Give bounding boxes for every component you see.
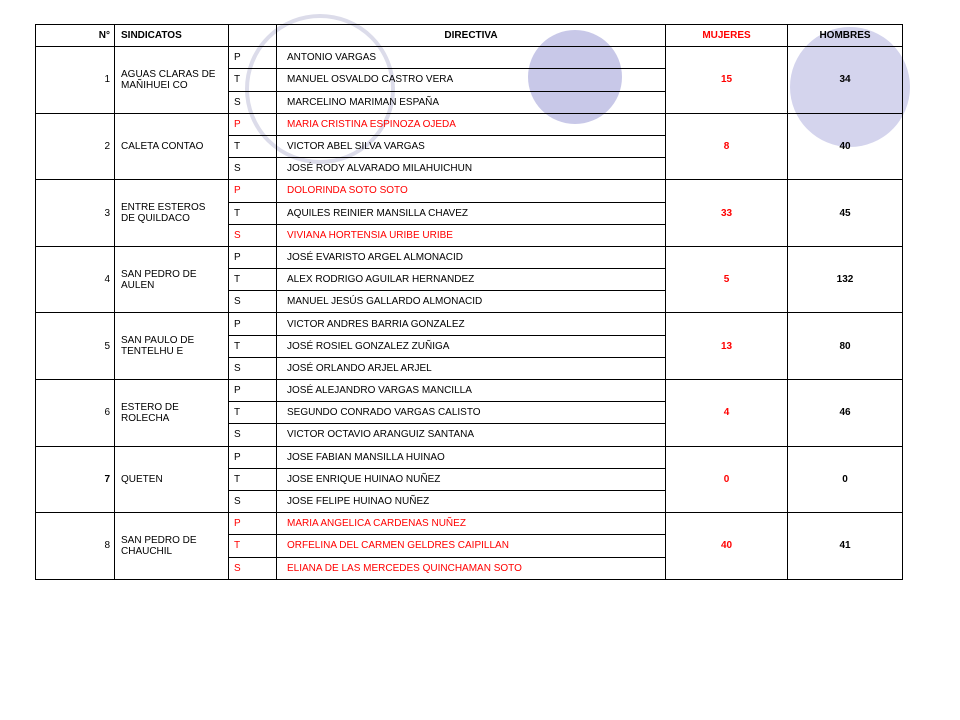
member-role: P: [229, 113, 277, 135]
member-role: P: [229, 47, 277, 69]
member-role: P: [229, 513, 277, 535]
member-name: JOSÉ ORLANDO ARJEL ARJEL: [277, 357, 666, 379]
member-role: T: [229, 535, 277, 557]
member-name: MANUEL JESÚS GALLARDO ALMONACID: [277, 291, 666, 313]
member-name: JOSÉ ROSIEL GONZALEZ ZUÑIGA: [277, 335, 666, 357]
hombres-count: 0: [788, 446, 903, 513]
sindicato-number: 8: [36, 513, 115, 580]
header-hombres: HOMBRES: [788, 25, 903, 47]
table-row: [36, 313, 903, 335]
mujeres-count: 33: [666, 180, 788, 247]
member-role: S: [229, 557, 277, 579]
member-role: T: [229, 269, 277, 291]
member-name: JOSÉ ALEJANDRO VARGAS MANCILLA: [277, 380, 666, 402]
member-role: T: [229, 468, 277, 490]
member-name: ALEX RODRIGO AGUILAR HERNANDEZ: [277, 269, 666, 291]
member-name: ELIANA DE LAS MERCEDES QUINCHAMAN SOTO: [277, 557, 666, 579]
sindicato-name-cell: [115, 113, 229, 180]
sindicato-name: ENTRE ESTEROS DE QUILDACO: [121, 202, 206, 225]
member-role: P: [229, 380, 277, 402]
member-role: S: [229, 490, 277, 512]
sindicato-number: 2: [36, 113, 115, 180]
member-name: VIVIANA HORTENSIA URIBE URIBE: [277, 224, 666, 246]
mujeres-count: 5: [666, 246, 788, 313]
sindicato-name: SAN PAULO DE TENTELHU E: [121, 335, 195, 358]
hombres-count: 34: [788, 47, 903, 114]
sindicato-name-cell: [115, 313, 229, 380]
sindicato-name: AGUAS CLARAS DE MAÑIHUEI CO: [121, 68, 216, 91]
sindicato-name-cell: [115, 47, 229, 114]
member-name: ANTONIO VARGAS: [277, 47, 666, 69]
table-row: [36, 513, 903, 535]
mujeres-count: 13: [666, 313, 788, 380]
member-name: DOLORINDA SOTO SOTO: [277, 180, 666, 202]
sindicato-name: SAN PEDRO DE AULEN: [121, 268, 197, 291]
sindicato-name-cell: [115, 246, 229, 313]
sindicato-name-cell: [115, 180, 229, 247]
member-name: VICTOR ANDRES BARRIA GONZALEZ: [277, 313, 666, 335]
sindicato-number: 5: [36, 313, 115, 380]
member-role: S: [229, 424, 277, 446]
hombres-count: 46: [788, 380, 903, 447]
sindicato-name-cell: [115, 513, 229, 580]
member-name: SEGUNDO CONRADO VARGAS CALISTO: [277, 402, 666, 424]
member-role: T: [229, 335, 277, 357]
member-role: T: [229, 202, 277, 224]
sindicato-name: ESTERO DE ROLECHA: [121, 401, 179, 424]
header-mujeres: MUJERES: [666, 25, 788, 47]
member-name: JOSÉ EVARISTO ARGEL ALMONACID: [277, 246, 666, 268]
table-row: [36, 113, 903, 135]
hombres-count: 40: [788, 113, 903, 180]
member-name: MANUEL OSVALDO CASTRO VERA: [277, 69, 666, 91]
member-name: JOSE FABIAN MANSILLA HUINAO: [277, 446, 666, 468]
member-name: AQUILES REINIER MANSILLA CHAVEZ: [277, 202, 666, 224]
table-body: [36, 47, 903, 580]
member-name: VICTOR ABEL SILVA VARGAS: [277, 135, 666, 157]
mujeres-count: 4: [666, 380, 788, 447]
sindicato-number: 7: [36, 446, 115, 513]
hombres-count: 41: [788, 513, 903, 580]
member-name: JOSÉ RODY ALVARADO MILAHUICHUN: [277, 158, 666, 180]
header-directiva: DIRECTIVA: [277, 25, 666, 47]
member-role: S: [229, 158, 277, 180]
member-name: MARIA ANGELICA CARDENAS NUÑEZ: [277, 513, 666, 535]
sindicato-name-cell: [115, 380, 229, 447]
member-role: P: [229, 446, 277, 468]
member-role: S: [229, 357, 277, 379]
sindicato-number: 4: [36, 246, 115, 313]
header-sindicatos: SINDICATOS: [115, 25, 229, 47]
member-role: P: [229, 180, 277, 202]
member-name: MARCELINO MARIMAN ESPAÑA: [277, 91, 666, 113]
member-role: P: [229, 313, 277, 335]
member-name: JOSE ENRIQUE HUINAO NUÑEZ: [277, 468, 666, 490]
mujeres-count: 40: [666, 513, 788, 580]
member-role: T: [229, 69, 277, 91]
table-row: [36, 446, 903, 468]
table-row: [36, 180, 903, 202]
member-name: MARIA CRISTINA ESPINOZA OJEDA: [277, 113, 666, 135]
member-role: T: [229, 135, 277, 157]
member-name: VICTOR OCTAVIO ARANGUIZ SANTANA: [277, 424, 666, 446]
sindicato-number: 3: [36, 180, 115, 247]
mujeres-count: 0: [666, 446, 788, 513]
member-role: S: [229, 224, 277, 246]
table-header-row: [36, 25, 903, 47]
header-role-blank: [229, 25, 277, 47]
member-role: T: [229, 402, 277, 424]
hombres-count: 45: [788, 180, 903, 247]
hombres-count: 132: [788, 246, 903, 313]
member-name: ORFELINA DEL CARMEN GELDRES CAIPILLAN: [277, 535, 666, 557]
sindicato-name: CALETA CONTAO: [121, 141, 204, 153]
mujeres-count: 15: [666, 47, 788, 114]
member-role: S: [229, 291, 277, 313]
table-row: [36, 246, 903, 268]
table-row: [36, 47, 903, 69]
member-role: S: [229, 91, 277, 113]
sindicato-name-cell: [115, 446, 229, 513]
sindicato-number: 6: [36, 380, 115, 447]
header-num: N°: [36, 25, 115, 47]
member-name: JOSE FELIPE HUINAO NUÑEZ: [277, 490, 666, 512]
member-role: P: [229, 246, 277, 268]
sindicato-name: SAN PEDRO DE CHAUCHIL: [121, 534, 197, 557]
sindicato-name: QUETEN: [121, 473, 163, 485]
table-row: [36, 380, 903, 402]
sindicato-number: 1: [36, 47, 115, 114]
sindicatos-table: [35, 24, 903, 580]
hombres-count: 80: [788, 313, 903, 380]
mujeres-count: 8: [666, 113, 788, 180]
